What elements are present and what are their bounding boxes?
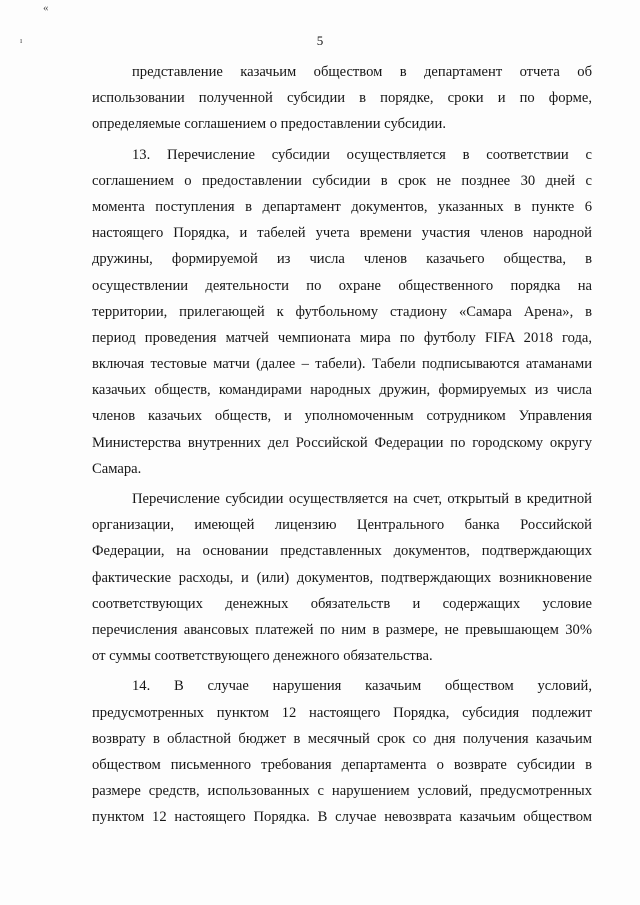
text-line: момента поступления в департамент документов, указанных в пункте 6 [92, 198, 592, 215]
text-line: пунктом 12 настоящего Порядка. В случае невозврата казачьим обществом [92, 809, 592, 826]
text-line: размере средств, использованных с нарушением условий, предусмотренных [92, 783, 592, 800]
document-body [92, 59, 592, 830]
text-line: организации, имеющей лицензию Центрального банка Российской [92, 517, 592, 534]
text-line: соответствующих денежных обязательств и содержащих условие [92, 595, 592, 612]
text-line: от суммы соответствующего денежного обязательства. [92, 648, 433, 665]
scan-mark: ı [20, 36, 23, 45]
text-line: казачьих обществ, командирами народных дружин, формируемых из числа [92, 382, 592, 399]
text-line: использовании полученной субсидии в порядке, сроки и по форме, [92, 90, 592, 107]
text-line: 14. В случае нарушения казачьим обществом условий, [132, 678, 592, 695]
text-line: членов казачьих обществ, и уполномоченным сотрудником Управления [92, 408, 592, 425]
text-line: возврату в областной бюджет в месячный срок со дня получения казачьим [92, 730, 592, 747]
text-line: представление казачьим обществом в департамент отчета об [132, 64, 592, 80]
paragraph [92, 486, 592, 669]
text-line: 13. Перечисление субсидии осуществляется в соответствии с [132, 146, 592, 163]
paragraph [92, 142, 592, 482]
text-line: включая тестовые матчи (далее – табели). Табели подписываются атаманами [92, 356, 592, 373]
text-line: фактические расходы, и (или) документов, подтверждающих возникновение [92, 569, 592, 586]
text-line: осуществлении деятельности по охране общественного порядка на [92, 277, 592, 294]
text-line: определяемые соглашением о предоставлении субсидии. [92, 116, 446, 133]
text-line: перечисления авансовых платежей по ним в размере, не превышающем 30% [92, 621, 592, 638]
page-number: 5 [316, 33, 324, 48]
text-line: Самара. [92, 460, 142, 477]
text-line: настоящего Порядка, и табелей учета времени участия членов народной [92, 225, 592, 242]
text-line: территории, прилегающей к футбольному стадиону «Самара Арена», в [92, 303, 592, 320]
text-line: обществом письменного требования департамента о возврате субсидии в [92, 756, 592, 773]
text-line: Перечисление субсидии осуществляется на счет, открытый в кредитной [132, 491, 592, 507]
text-line: предусмотренных пунктом 12 настоящего Порядка, субсидия подлежит [92, 704, 592, 721]
paragraph [92, 673, 592, 830]
text-line: период проведения матчей чемпионата мира по футболу FIFA 2018 года, [92, 329, 592, 346]
text-line: Федерации, на основании представленных документов, подтверждающих [92, 543, 592, 560]
text-line: дружины, формируемой из числа членов казачьего общества, в [92, 251, 592, 268]
paragraph [92, 59, 592, 138]
text-line: соглашением о предоставлении субсидии в срок не позднее 30 дней с [92, 172, 592, 189]
scan-mark: « [43, 2, 49, 14]
text-line: Министерства внутренних дел Российской Федерации по городскому округу [92, 434, 592, 451]
